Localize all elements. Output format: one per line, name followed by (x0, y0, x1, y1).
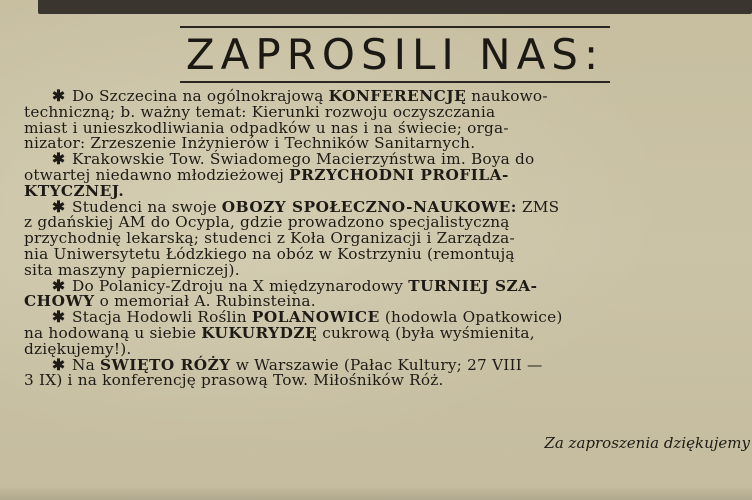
text-segment: cukrową (była wyśmienita, (317, 323, 535, 342)
text-segment: otwartej niedawno młodzieżowej (24, 165, 290, 184)
text-segment: z gdańskiej AM do Ocypla, gdzie prowadzono specjalistyczną (24, 213, 510, 232)
text-segment: 3 IX) i na konferencję prasową Tow. Miłośników Róż. (24, 371, 444, 390)
text-segment: naukowo- (466, 87, 548, 105)
emphasis-text: KONFERENCJĘ (328, 87, 467, 105)
text-segment: o memoriał A. Rubinsteina. (94, 292, 316, 311)
paper-edge (0, 486, 752, 500)
emphasis-text: ŚWIĘTO RÓŻY (100, 355, 231, 374)
news-item (24, 89, 752, 152)
text-segment: nia Uniwersytetu Łódzkiego na obóz w Kostrzyniu (remontują (24, 244, 515, 263)
text-line (24, 165, 752, 184)
asterisk-icon: ✱ (52, 87, 66, 105)
top-decorative-bar (38, 0, 752, 14)
text-segment: w Warszawie (Pałac Kultury; 27 VIII — (230, 355, 543, 374)
text-segment: nizator: Zrzeszenie Inżynierów i Techników Sanitarnych. (24, 134, 476, 153)
signoff-text: Za zaproszenia dziękujemy (544, 434, 750, 452)
asterisk-icon: ✱ (52, 355, 66, 374)
text-segment: sita maszyny papierniczej). (24, 260, 240, 279)
emphasis-text: OBOZY SPOŁECZNO-NAUKOWE: (221, 197, 517, 216)
emphasis-text: TURNIEJ SZA- (408, 276, 538, 295)
emphasis-text: KTYCZNEJ. (24, 181, 125, 200)
title-rule-bottom (180, 81, 610, 83)
text-segment: techniczną; b. ważny temat: Kierunki rozwoju oczyszczania (24, 102, 496, 121)
title-block (180, 26, 610, 83)
news-item (24, 152, 752, 199)
emphasis-text: CHOWY (24, 292, 95, 311)
text-segment: miast i unieszkodliwiania odpadków u nas i na świecie; orga- (24, 118, 509, 137)
text-segment: (hodowla Opatkowice) (379, 308, 563, 327)
text-segment: Na (72, 355, 100, 374)
emphasis-text: PRZYCHODNI PROFILA- (289, 165, 509, 184)
text-segment: na hodowaną u siebie (24, 323, 202, 342)
text-line (24, 323, 752, 342)
asterisk-icon: ✱ (52, 276, 66, 295)
text-segment: przychodnię lekarską; studenci z Koła Organizacji i Zarządza- (24, 229, 515, 248)
text-segment: Do Szczecina na ogólnokrajową (72, 87, 329, 105)
asterisk-icon: ✱ (52, 197, 66, 216)
news-item (24, 276, 752, 311)
emphasis-text: POLANOWICE (251, 308, 380, 327)
news-item (24, 197, 752, 279)
page-title: ZAPROSILI NAS: (185, 30, 605, 79)
news-item (24, 355, 752, 390)
title-rule-top (180, 26, 610, 28)
text-segment: Stacja Hodowli Roślin (72, 308, 252, 327)
article-body (24, 89, 752, 389)
news-item (24, 310, 752, 357)
text-segment: dziękujemy!). (24, 339, 132, 358)
text-segment: Krakowskie Tow. Świadomego Macierzyństwa im. Boya do (72, 150, 535, 169)
text-segment: ZMS (516, 197, 560, 216)
text-line (24, 373, 752, 389)
asterisk-icon: ✱ (52, 308, 66, 327)
emphasis-text: KUKURYDZĘ (201, 323, 318, 342)
text-segment: Do Polanicy-Zdroju na X międzynarodowy (72, 276, 409, 295)
asterisk-icon: ✱ (52, 150, 66, 169)
text-segment: Studenci na swoje (72, 197, 222, 216)
